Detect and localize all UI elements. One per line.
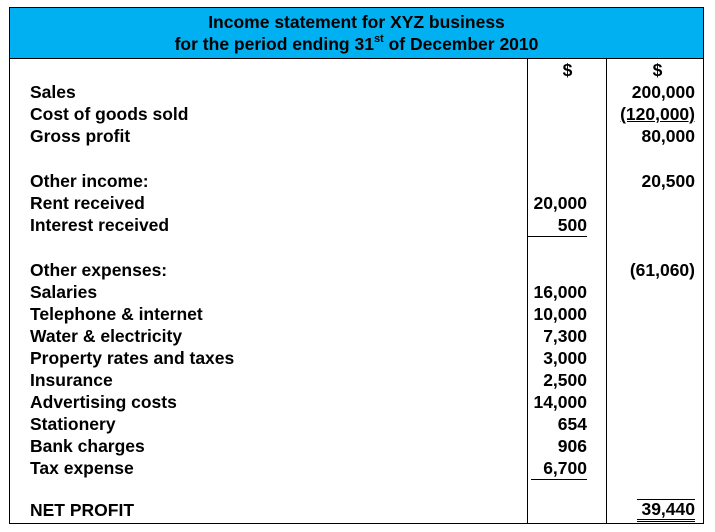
- row-bank-charges: [10, 435, 703, 457]
- row-label: Salaries: [30, 282, 98, 302]
- row-amount-col1: 906: [557, 436, 587, 456]
- row-other-expenses: [10, 259, 703, 281]
- row-label: Other expenses:: [30, 260, 168, 280]
- row-amount-col1: 16,000: [533, 282, 587, 302]
- row-amount-col1: 6,700: [531, 457, 587, 480]
- row-label: Other income:: [30, 171, 149, 191]
- row-label: Stationery: [30, 414, 116, 434]
- currency-row: [10, 59, 703, 81]
- row-insurance: [10, 369, 703, 391]
- statement-period: for the period ending 31st of December 2010: [174, 33, 539, 54]
- row-cost-of-goods-sold: [10, 103, 703, 125]
- row-amount-col2: 80,000: [641, 126, 695, 146]
- row-amount-col1: 500: [528, 214, 587, 237]
- row-label: Cost of goods sold: [30, 104, 189, 124]
- statement-header: [10, 8, 703, 59]
- row-label: NET PROFIT: [30, 500, 135, 520]
- row-amount-col1: 14,000: [533, 392, 587, 412]
- currency-label-col2: $: [652, 60, 663, 80]
- row-sales: [10, 81, 703, 103]
- row-stationery: [10, 413, 703, 435]
- row-label: Water & electricity: [30, 326, 183, 346]
- row-label: Interest received: [30, 215, 170, 235]
- row-amount-col2: 20,500: [641, 171, 695, 191]
- row-salaries: [10, 281, 703, 303]
- row-property-rates-taxes: [10, 347, 703, 369]
- row-label: Telephone & internet: [30, 304, 203, 324]
- row-gross-profit: [10, 125, 703, 147]
- row-amount-col1: 7,300: [543, 326, 587, 346]
- income-statement: [9, 7, 704, 524]
- currency-label-col1: $: [562, 60, 573, 80]
- row-label: Bank charges: [30, 436, 145, 456]
- row-advertising-costs: [10, 391, 703, 413]
- row-amount-col2: 39,440: [637, 499, 695, 522]
- row-label: Property rates and taxes: [30, 348, 235, 368]
- row-label: Rent received: [30, 193, 145, 213]
- row-tax-expense: [10, 457, 703, 479]
- row-amount-col1: 20,000: [533, 193, 587, 213]
- row-rent-received: [10, 192, 703, 214]
- row-label: Advertising costs: [30, 392, 177, 412]
- row-telephone-internet: [10, 303, 703, 325]
- row-net-profit: [10, 499, 703, 521]
- row-amount-col1: 10,000: [533, 304, 587, 324]
- row-amount-col1: 654: [557, 414, 587, 434]
- row-amount-col2: (61,060): [629, 260, 695, 280]
- row-water-electricity: [10, 325, 703, 347]
- row-amount-col2: 200,000: [631, 82, 695, 102]
- row-other-income: [10, 170, 703, 192]
- statement-title: Income statement for XYZ business: [208, 12, 505, 32]
- row-amount-col1: 3,000: [543, 348, 587, 368]
- row-label: Insurance: [30, 370, 113, 390]
- row-label: Gross profit: [30, 126, 131, 146]
- row-interest-received: [10, 214, 703, 236]
- row-label: Sales: [30, 82, 76, 102]
- row-amount-col1: 2,500: [543, 370, 587, 390]
- row-label: Tax expense: [30, 458, 134, 478]
- row-amount-col2: (120,000): [620, 104, 695, 124]
